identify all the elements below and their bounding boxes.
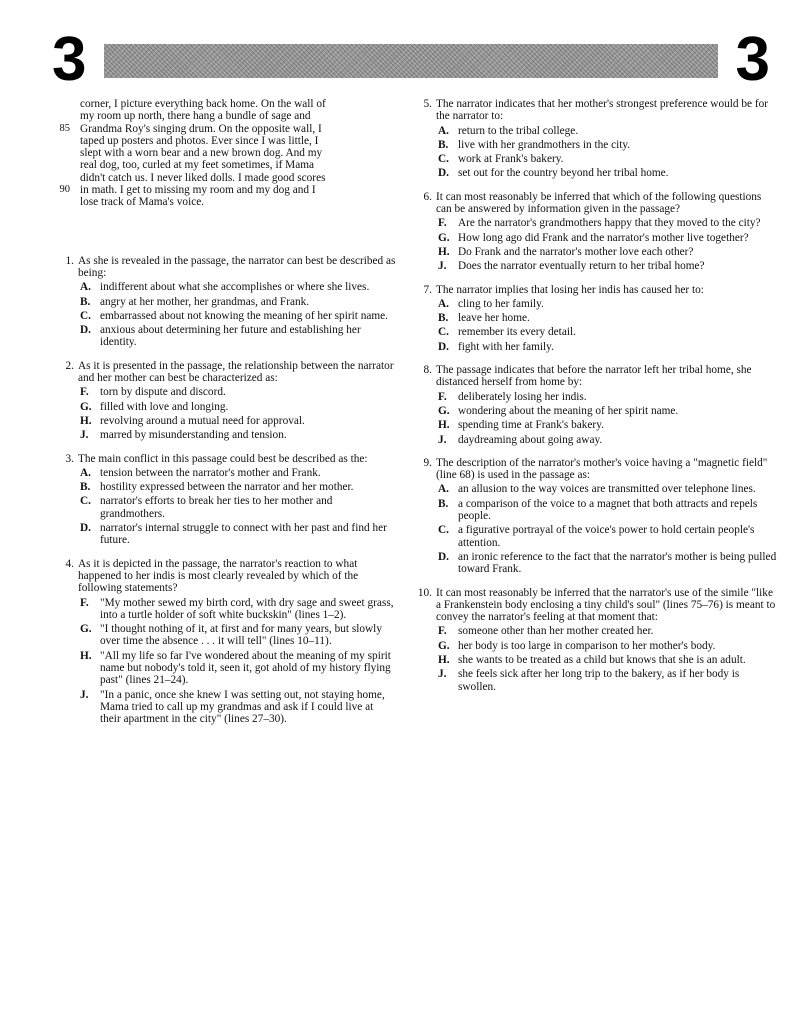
answer-option [408, 167, 778, 179]
option-letter: D. [438, 167, 449, 180]
option-text: someone other than her mother created her. [458, 625, 654, 638]
question-stem [408, 457, 778, 482]
answer-option [50, 495, 396, 520]
passage-line [80, 172, 396, 184]
answer-option [408, 668, 778, 693]
option-letter: F. [80, 386, 89, 399]
questions-left [50, 255, 396, 726]
passage-line [80, 110, 396, 122]
option-letter: G. [438, 639, 450, 652]
answer-option [50, 296, 396, 308]
question-text: As it is depicted in the passage, the narrator's reaction to what happened to her indis is most clearly revealed by which of the following statements? [78, 557, 359, 595]
question [408, 284, 778, 353]
option-text: fight with her family. [458, 340, 554, 353]
option-text: How long ago did Frank and the narrator's mother live together? [458, 231, 749, 244]
line-number: 85 [59, 122, 70, 134]
question-stem [408, 191, 778, 216]
answer-option [408, 483, 778, 495]
answer-option [408, 246, 778, 258]
option-letter: G. [438, 404, 450, 417]
option-letter: B. [80, 295, 91, 308]
question-stem [50, 558, 396, 595]
answer-option [50, 310, 396, 322]
question-number: 5. [423, 98, 432, 110]
question [50, 255, 396, 349]
option-text: a figurative portrayal of the voice's power to hold certain people's attention. [458, 524, 755, 549]
option-text: a comparison of the voice to a magnet that both attracts and repels people. [458, 497, 758, 523]
option-text: her body is too large in comparison to her mother's body. [458, 639, 716, 652]
option-letter: J. [80, 429, 89, 442]
answer-option [408, 654, 778, 666]
option-letter: J. [80, 688, 89, 701]
option-text: "In a panic, once she knew I was setting out, not staying home, Mama tried to call up my grandmas and ask if I could live at their apartment in the city" (lines 27–30). [100, 688, 385, 726]
option-letter: H. [438, 419, 450, 432]
option-letter: D. [80, 522, 91, 535]
question-stem [408, 364, 778, 389]
question-text: As she is revealed in the passage, the narrator can best be described as being: [78, 254, 396, 279]
option-letter: G. [80, 400, 92, 413]
question-text: The narrator indicates that her mother's strongest preference would be for the narrator to: [436, 98, 769, 123]
section-number-left: 3 [52, 25, 87, 94]
answer-option [408, 419, 778, 431]
option-text: indifferent about what she accomplishes or where she lives. [100, 281, 370, 294]
option-letter: A. [438, 124, 449, 137]
option-text: "All my life so far I've wondered about the meaning of my spirit name but nobody's told it, seen it, got ahold of my history flying past" (lines 21–24). [100, 649, 391, 687]
answer-option [50, 386, 396, 398]
line-text: Grandma Roy's singing drum. On the opposite wall, I [80, 122, 322, 135]
passage-line [80, 196, 396, 208]
question-text: The main conflict in this passage could best be described as the: [78, 452, 368, 465]
answer-option [50, 623, 396, 648]
question-text: As it is presented in the passage, the relationship between the narrator and her mother can best be characterized as: [78, 359, 394, 385]
answer-option [50, 522, 396, 547]
section-number-right: 3 [735, 25, 770, 94]
right-column [408, 98, 778, 704]
question-number: 9. [423, 456, 432, 469]
option-letter: C. [438, 524, 449, 537]
question-text: The passage indicates that before the narrator left her tribal home, she distanced herself from home by: [436, 364, 752, 389]
answer-option [408, 125, 778, 137]
option-letter: J. [438, 668, 447, 681]
answer-option [408, 232, 778, 244]
option-text: narrator's efforts to break her ties to her mother and grandmothers. [100, 495, 333, 520]
option-text: Are the narrator's grandmothers happy that they moved to the city? [458, 217, 761, 230]
line-text: lose track of Mama's voice. [80, 196, 205, 209]
answer-option [408, 434, 778, 446]
answer-option [408, 391, 778, 403]
question-number: 2. [65, 359, 74, 372]
option-text: tension between the narrator's mother and Frank. [100, 466, 321, 479]
option-letter: A. [80, 466, 91, 479]
question-number: 6. [423, 190, 432, 203]
option-text: wondering about the meaning of her spirit name. [458, 404, 679, 417]
option-letter: B. [438, 138, 449, 151]
option-text: she feels sick after her long trip to the bakery, as if her body is swollen. [458, 668, 740, 693]
option-text: daydreaming about going away. [458, 433, 603, 446]
passage-line [80, 98, 396, 110]
answer-option [50, 401, 396, 413]
option-text: "My mother sewed my birth cord, with dry sage and sweet grass, into a turtle holder of soft white buckskin" (lines 1–2). [100, 596, 394, 621]
option-letter: D. [80, 324, 91, 337]
option-text: live with her grandmothers in the city. [458, 138, 631, 151]
question [50, 360, 396, 442]
question [408, 98, 778, 180]
answer-option [408, 341, 778, 353]
option-letter: H. [80, 414, 92, 427]
answer-option [408, 640, 778, 652]
line-text: real dog, too, curled at my feet sometimes, if Mama [80, 159, 315, 172]
passage-line [80, 147, 396, 159]
option-letter: A. [438, 297, 449, 310]
answer-option [408, 551, 778, 576]
option-text: hostility expressed between the narrator and her mother. [100, 481, 354, 494]
answer-option [50, 597, 396, 622]
answer-option [50, 650, 396, 687]
question-number: 4. [65, 557, 74, 570]
passage-line [59, 184, 396, 197]
line-text: in math. I get to missing my room and my dog and I [80, 184, 316, 197]
option-text: an allusion to the way voices are transmitted over telephone lines. [458, 483, 756, 496]
option-text: an ironic reference to the fact that the narrator's mother is being pulled toward Frank. [458, 550, 777, 576]
question-text: It can most reasonably be inferred that which of the following questions can be answered by information given in the passage? [436, 190, 762, 216]
option-letter: F. [438, 217, 447, 230]
question-stem [50, 360, 396, 385]
answer-option [50, 467, 396, 479]
question [408, 191, 778, 273]
option-letter: C. [438, 153, 449, 166]
option-text: return to the tribal college. [458, 124, 579, 137]
option-letter: G. [438, 231, 450, 244]
option-text: anxious about determining her future and establishing her identity. [100, 324, 361, 349]
answer-option [408, 153, 778, 165]
line-text: corner, I picture everything back home. On the wall of [80, 98, 326, 110]
question-number: 1. [65, 254, 74, 267]
option-text: "I thought nothing of it, at first and for many years, but slowly over time the absence . . . it will tell" (lines 10–11). [100, 623, 382, 648]
option-text: narrator's internal struggle to connect with her past and find her future. [100, 522, 387, 547]
question [408, 587, 778, 693]
answer-option [408, 326, 778, 338]
question-stem [408, 587, 778, 624]
question-number: 8. [423, 364, 432, 377]
answer-option [50, 429, 396, 441]
option-letter: C. [80, 309, 91, 322]
option-text: remember its every detail. [458, 326, 576, 339]
option-text: set out for the country beyond her tribal home. [458, 167, 669, 180]
question [50, 453, 396, 547]
option-letter: D. [438, 550, 449, 563]
option-text: Do Frank and the narrator's mother love each other? [458, 245, 694, 258]
option-text: revolving around a mutual need for approval. [100, 414, 305, 427]
option-letter: A. [438, 483, 449, 496]
answer-option [408, 139, 778, 151]
option-letter: J. [438, 433, 447, 446]
option-letter: F. [438, 390, 447, 403]
line-text: didn't catch us. I never liked dolls. I made good scores [80, 171, 326, 184]
question-text: The description of the narrator's mother's voice having a "magnetic field" (line 68) is used in the passage as: [436, 456, 768, 482]
answer-option [408, 217, 778, 229]
option-letter: J. [438, 260, 447, 273]
question-stem [50, 255, 396, 280]
option-text: leave her home. [458, 312, 530, 325]
passage-line [80, 159, 396, 171]
answer-option [408, 405, 778, 417]
option-letter: D. [438, 340, 449, 353]
question-stem [408, 98, 778, 123]
question-number: 7. [423, 283, 432, 296]
option-letter: F. [438, 625, 447, 638]
section-header [52, 25, 770, 94]
question [50, 558, 396, 726]
answer-option [408, 260, 778, 272]
option-text: marred by misunderstanding and tension. [100, 429, 287, 442]
option-letter: H. [80, 649, 92, 662]
option-letter: C. [80, 495, 91, 508]
passage-line [80, 135, 396, 147]
question-stem [408, 284, 778, 296]
question [408, 457, 778, 576]
option-letter: A. [80, 281, 91, 294]
option-letter: B. [438, 312, 449, 325]
left-column [50, 98, 396, 736]
option-text: she wants to be treated as a child but knows that she is an adult. [458, 653, 746, 666]
option-text: angry at her mother, her grandmas, and Frank. [100, 295, 310, 308]
question-stem [50, 453, 396, 465]
question-number: 3. [65, 452, 74, 465]
questions-right [408, 98, 778, 693]
option-text: spending time at Frank's bakery. [458, 419, 604, 432]
option-letter: C. [438, 326, 449, 339]
line-text: my room up north, there hang a bundle of sage and [80, 110, 311, 123]
line-text: slept with a worn bear and a new brown dog. And my [80, 147, 323, 160]
option-letter: H. [438, 653, 450, 666]
option-text: deliberately losing her indis. [458, 390, 587, 403]
option-text: embarrassed about not knowing the meaning of her spirit name. [100, 309, 388, 322]
option-letter: F. [80, 596, 89, 609]
answer-option [408, 298, 778, 310]
option-letter: B. [438, 497, 449, 510]
question-text: The narrator implies that losing her indis has caused her to: [436, 283, 704, 296]
option-letter: H. [438, 245, 450, 258]
passage [50, 98, 396, 209]
option-letter: B. [80, 481, 91, 494]
option-text: Does the narrator eventually return to her tribal home? [458, 260, 705, 273]
line-text: taped up posters and photos. Ever since I was little, I [80, 134, 319, 147]
answer-option [50, 281, 396, 293]
answer-option [50, 415, 396, 427]
question-number: 10. [417, 586, 432, 599]
answer-option [408, 524, 778, 549]
line-number: 90 [59, 184, 70, 196]
answer-option [50, 481, 396, 493]
option-text: cling to her family. [458, 297, 544, 310]
answer-option [50, 324, 396, 349]
question [408, 364, 778, 446]
option-text: work at Frank's bakery. [458, 153, 564, 166]
answer-option [408, 312, 778, 324]
option-text: torn by dispute and discord. [100, 386, 226, 399]
answer-option [50, 689, 396, 726]
answer-option [408, 625, 778, 637]
passage-line [59, 122, 396, 135]
answer-option [408, 498, 778, 523]
header-bar [104, 44, 718, 78]
question-text: It can most reasonably be inferred that the narrator's use of the simile "like a Frankenstein body enclosing a tiny child's soul" (lines 75–76) is meant to convey the narrator's feeling at that moment that: [436, 586, 776, 624]
option-letter: G. [80, 623, 92, 636]
option-text: filled with love and longing. [100, 400, 229, 413]
